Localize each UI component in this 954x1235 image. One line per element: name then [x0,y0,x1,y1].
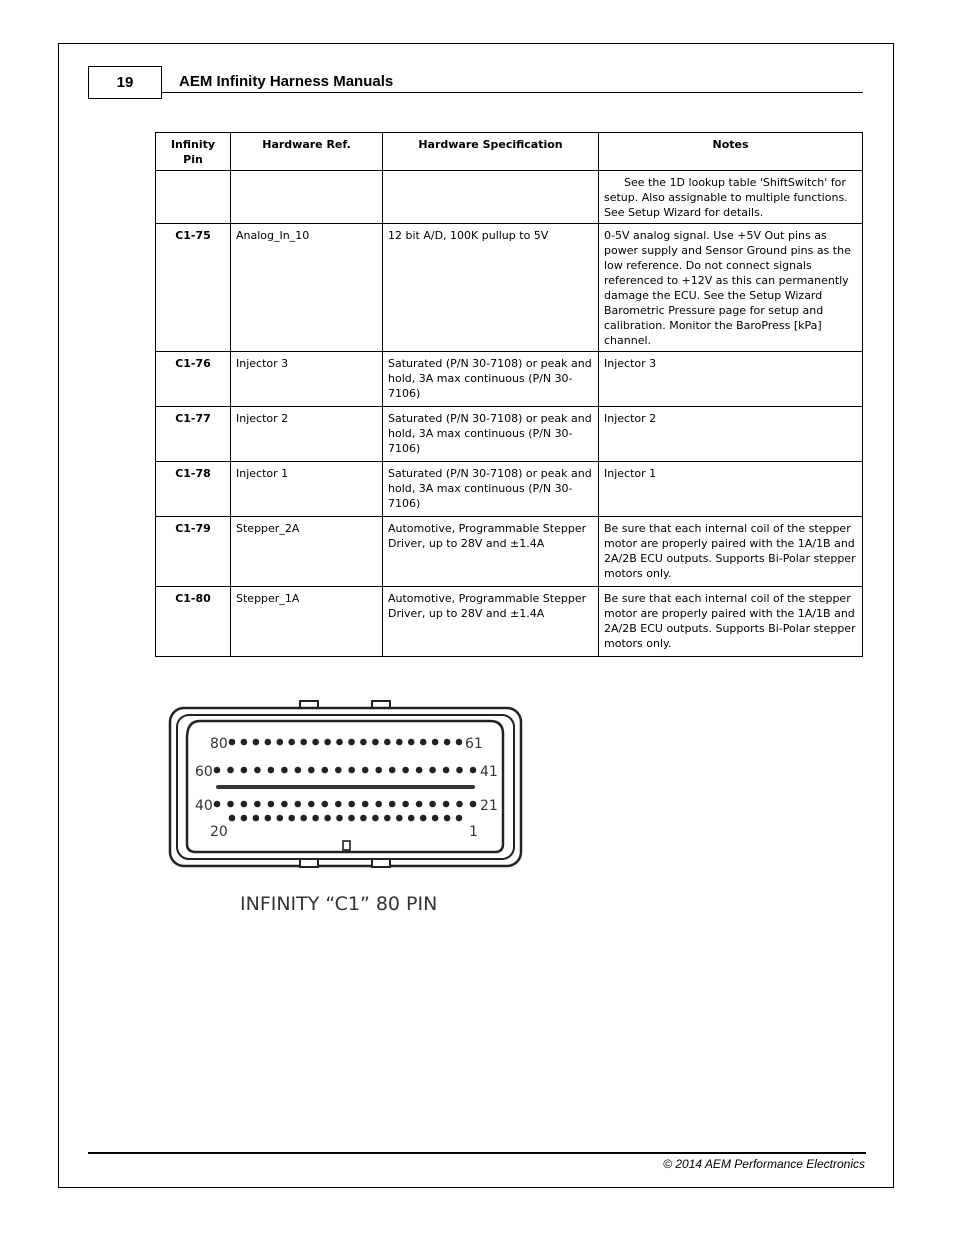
table-row [156,352,863,407]
hardware-spec-cell: Saturated (P/N 30-7108) or peak and hold, 3A max continuous (P/N 30-7106) [383,407,599,462]
pin-cell: C1-77 [156,407,231,462]
connector-pin [335,801,342,808]
hardware-ref-cell: Injector 1 [231,462,383,517]
pin-cell: C1-80 [156,587,231,657]
connector-pin [389,801,396,808]
connector-pin [227,801,234,808]
connector-pin [295,767,302,774]
table-row [156,171,863,224]
connector-pin [300,739,307,746]
connector-pin [241,815,248,822]
pin-label-80: 80 [210,736,228,752]
connector-pin [362,767,369,774]
pin-label-61: 61 [465,736,483,752]
connector-pin [456,815,463,822]
hardware-ref-cell: Injector 3 [231,352,383,407]
hardware-spec-cell: Saturated (P/N 30-7108) or peak and hold, 3A max continuous (P/N 30-7106) [383,462,599,517]
connector-pin [335,767,342,774]
hardware-ref-cell: Stepper_1A [231,587,383,657]
connector-pin [241,767,248,774]
notes-cell: 0-5V analog signal. Use +5V Out pins as power supply and Sensor Ground pins as the low reference. Do not connect signals referenced to +12V as this can permanently damage the ECU. See the Setup Wizard Barometric Pressure page for setup and calibration. Monitor the BaroPress [kPa] channel. [599,224,863,352]
table-header-row [156,133,863,171]
connector-pin [312,739,319,746]
connector-pin [375,801,382,808]
hardware-spec-cell: Saturated (P/N 30-7108) or peak and hold, 3A max continuous (P/N 30-7106) [383,352,599,407]
connector-pin [348,739,355,746]
page-title: AEM Infinity Harness Manuals [179,73,394,90]
hardware-ref-cell: Analog_In_10 [231,224,383,352]
notes-cell: Injector 3 [599,352,863,407]
connector-pin [416,801,423,808]
connector-pin [348,767,355,774]
hardware-ref-cell: Injector 2 [231,407,383,462]
connector-pin [456,801,463,808]
connector-pin [432,815,439,822]
connector-pin [456,767,463,774]
connector-pin [456,739,463,746]
connector-pin [308,767,315,774]
connector-pin [253,815,260,822]
notes-cell: Be sure that each internal coil of the stepper motor are properly paired with the 1A/1B and 2A/2B ECU outputs. Supports Bi-Polar stepper motors only. [599,587,863,657]
connector-pin [227,767,234,774]
connector-pin [443,767,450,774]
pin-label-20: 20 [210,824,228,840]
connector-pin [443,801,450,808]
connector-pin [295,801,302,808]
connector-pin [229,739,236,746]
connector-pin [336,739,343,746]
connector-pin [420,815,427,822]
connector-pin [408,815,415,822]
pin-cell: C1-79 [156,517,231,587]
connector-pin [396,815,403,822]
connector-pin [253,739,260,746]
table-row [156,517,863,587]
connector-pin [429,801,436,808]
connector-pin [420,739,427,746]
column-header-hardware-spec: Hardware Specification [383,133,599,171]
connector-pin [372,815,379,822]
pin-cell: C1-75 [156,224,231,352]
notes-cell: Injector 1 [599,462,863,517]
hardware-ref-cell [231,171,383,224]
connector-pin [362,801,369,808]
connector-pin [277,815,284,822]
pin-label-21: 21 [480,798,498,814]
connector-pin [241,739,248,746]
connector-pin [389,767,396,774]
pin-label-1: 1 [469,824,478,840]
connector-pin [288,815,295,822]
pinout-table [155,132,863,657]
connector-caption: INFINITY “C1” 80 PIN [240,893,438,915]
pin-cell [156,171,231,224]
connector-drawing [160,690,532,920]
connector-pin [268,801,275,808]
pin-label-40: 40 [195,798,213,814]
connector-diagram [160,690,532,920]
connector-pin [336,815,343,822]
column-header-infinity-pin: Infinity Pin [156,133,231,171]
pin-label-41: 41 [480,764,498,780]
connector-pin [402,767,409,774]
pin-label-60: 60 [195,764,213,780]
connector-pin [254,767,261,774]
connector-pin [470,767,477,774]
hardware-spec-cell: Automotive, Programmable Stepper Driver, up to 28V and ±1.4A [383,517,599,587]
connector-pin [432,739,439,746]
notes-cell: Injector 2 [599,407,863,462]
column-header-notes: Notes [599,133,863,171]
connector-pin [268,767,275,774]
connector-pin [348,801,355,808]
connector-pin [241,801,248,808]
connector-pin [384,815,391,822]
connector-pin [312,815,319,822]
page-number: 19 [88,66,162,99]
hardware-spec-cell: Automotive, Programmable Stepper Driver, up to 28V and ±1.4A [383,587,599,657]
pin-cell: C1-78 [156,462,231,517]
connector-pin [416,767,423,774]
footer-divider [88,1152,866,1154]
connector-pin [308,801,315,808]
hardware-spec-cell: 12 bit A/D, 100K pullup to 5V [383,224,599,352]
table-row [156,224,863,352]
pin-cell: C1-76 [156,352,231,407]
connector-pin [214,801,221,808]
hardware-spec-cell [383,171,599,224]
connector-pin [444,815,451,822]
connector-pin [372,739,379,746]
table-row [156,462,863,517]
connector-pin [429,767,436,774]
connector-pin [281,801,288,808]
connector-pin [348,815,355,822]
connector-pin [408,739,415,746]
connector-pin [396,739,403,746]
connector-pin [375,767,382,774]
footer-copyright: © 2014 AEM Performance Electronics [663,1157,865,1171]
connector-pin [322,801,329,808]
connector-pin [470,801,477,808]
header-divider [162,92,863,93]
notes-cell: See the 1D lookup table 'ShiftSwitch' for setup. Also assignable to multiple functions. See Setup Wizard for details. [599,171,863,224]
connector-pin [265,739,272,746]
connector-pin [277,739,284,746]
connector-pin [360,739,367,746]
connector-pin [254,801,261,808]
connector-pin [229,815,236,822]
column-header-hardware-ref: Hardware Ref. [231,133,383,171]
table-row [156,407,863,462]
connector-pin [265,815,272,822]
connector-pin [402,801,409,808]
connector-pin [360,815,367,822]
connector-pin [324,739,331,746]
connector-pin [324,815,331,822]
notes-cell: Be sure that each internal coil of the stepper motor are properly paired with the 1A/1B and 2A/2B ECU outputs. Supports Bi-Polar stepper motors only. [599,517,863,587]
connector-pin [300,815,307,822]
connector-pin [214,767,221,774]
connector-pin [288,739,295,746]
table-row [156,587,863,657]
connector-pin [384,739,391,746]
connector-pin [281,767,288,774]
connector-pin [322,767,329,774]
hardware-ref-cell: Stepper_2A [231,517,383,587]
connector-pin [444,739,451,746]
